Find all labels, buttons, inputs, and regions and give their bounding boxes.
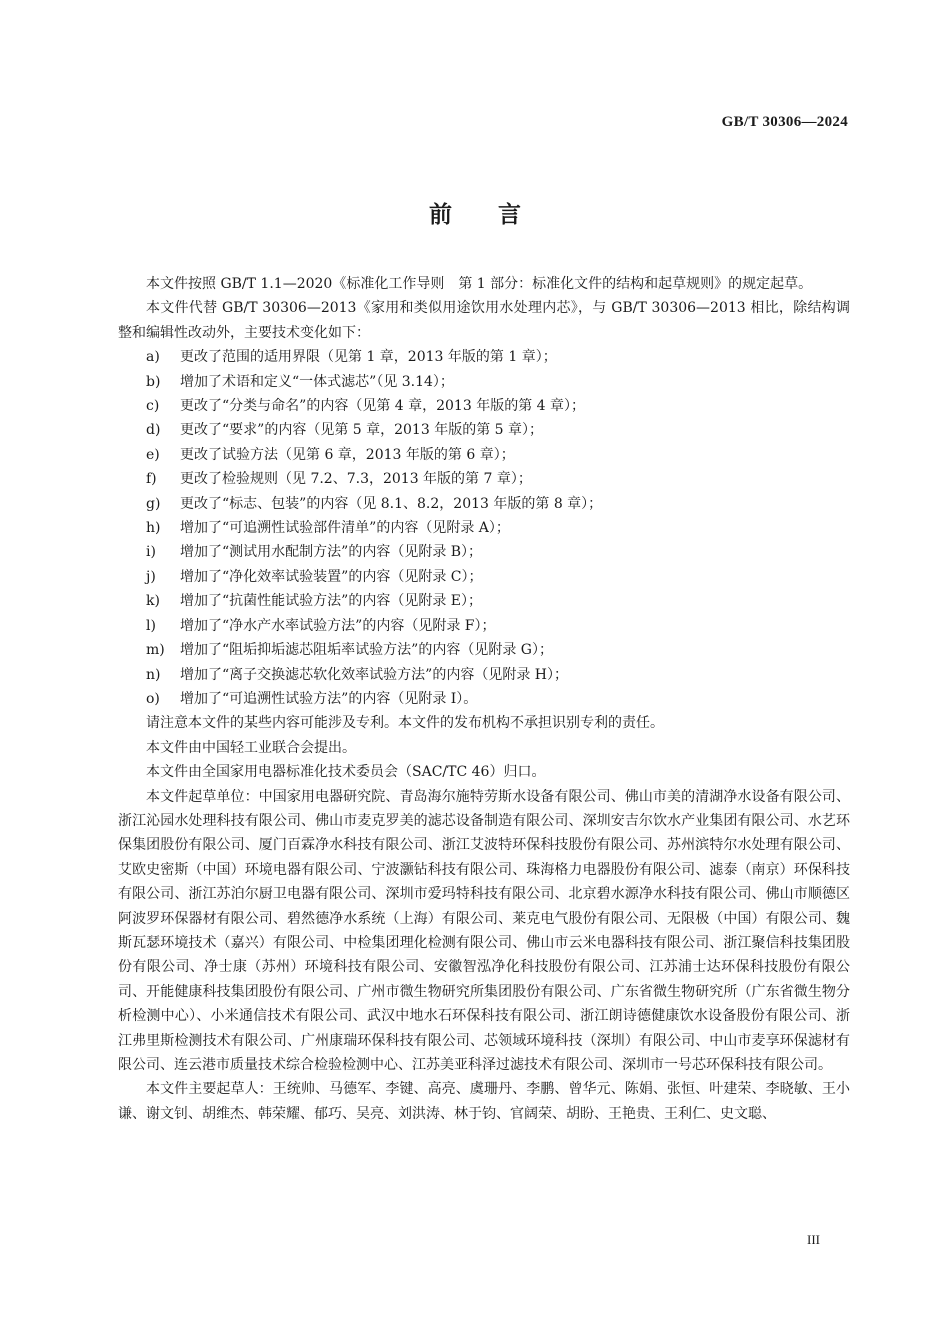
list-item (118, 565, 850, 589)
list-item (118, 614, 850, 638)
page-title: 前言 (429, 201, 567, 228)
patent-notice: 请注意本文件的某些内容可能涉及专利。本文件的发布机构不承担识别专利的责任。 (146, 715, 664, 732)
list-item (118, 443, 850, 467)
proposer-statement: 本文件由中国轻工业联合会提出。 (146, 739, 356, 756)
list-marker: e) (146, 446, 160, 463)
list-marker: c) (146, 398, 160, 415)
list-text: 更改了检验规则（见 7.2、7.3，2013 年版的第 7 章）； (180, 471, 532, 488)
list-text: 更改了范围的适用界限（见第 1 章，2013 年版的第 1 章）； (180, 349, 557, 366)
list-marker: b) (146, 373, 161, 390)
changes-list (118, 345, 850, 711)
foreword-body (118, 272, 850, 1126)
list-marker: h) (146, 520, 161, 537)
list-text: 增加了“净水产水率试验方法”的内容（见附录 F）； (180, 617, 496, 634)
list-item (118, 418, 850, 442)
list-item (118, 345, 850, 369)
list-marker: o) (146, 690, 160, 707)
committee-statement: 本文件由全国家用电器标准化技术委员会（SAC/TC 46）归口。 (146, 764, 546, 781)
list-text: 更改了“标志、包装”的内容（见 8.1、8.2，2013 年版的第 8 章）； (180, 495, 603, 512)
list-text: 更改了“要求”的内容（见第 5 章，2013 年版的第 5 章）； (180, 422, 544, 439)
list-item (118, 638, 850, 662)
list-text: 增加了“抗菌性能试验方法”的内容（见附录 E）； (180, 593, 482, 610)
page-number: III (807, 1232, 820, 1247)
list-text: 增加了“测试用水配制方法”的内容（见附录 B）； (180, 544, 483, 561)
list-item (118, 394, 850, 418)
drafters: 本文件主要起草人：王统帅、马德军、李键、高亮、虞珊丹、李鹏、曾华元、陈娟、张恒、叶建荣、李晓敏、王小谦、谢文钊、胡维杰、韩荣耀、郁巧、吴亮、刘洪涛、林于钧、官阔荣、胡盼、王艳贵、王利仁、史文聪、 (118, 1081, 850, 1122)
list-item (118, 370, 850, 394)
list-text: 增加了术语和定义“一体式滤芯”（见 3.14）； (180, 373, 454, 390)
list-marker: f) (146, 471, 157, 488)
list-item (118, 540, 850, 564)
list-text: 增加了“离子交换滤芯软化效率试验方法”的内容（见附录 H）； (180, 666, 568, 683)
list-marker: l) (146, 617, 156, 634)
list-item (118, 663, 850, 687)
list-marker: m) (146, 642, 165, 659)
list-marker: n) (146, 666, 161, 683)
list-marker: d) (146, 422, 161, 439)
drafting-organizations: 本文件起草单位：中国家用电器研究院、青岛海尔施特劳斯水设备有限公司、佛山市美的清湖净水设备有限公司、浙江沁园水处理科技有限公司、佛山市麦克罗美的滤芯设备制造有限公司、深圳安吉尔饮水产业集团有限公司、水艺环保集团股份有限公司、厦门百霖净水科技有限公司、浙江艾波特环保科技股份有限公司、苏州滨特尔水处理有限公司、艾欧史密斯（中国）环境电器有限公司、宁波灏钻科技有限公司、珠海格力电器股份有限公司、滤泰（南京）环保科技有限公司、浙江苏泊尔厨卫电器有限公司、深圳市爱玛特科技有限公司、北京碧水源净水科技有限公司、佛山市顺德区阿波罗环保器材有限公司、碧然德净水系统（上海）有限公司、莱克电气股份有限公司、无限极（中国）有限公司、魏斯瓦瑟环境技术（嘉兴）有限公司、中检集团理化检测有限公司、佛山市云米电器科技有限公司、浙江聚信科技集团股份有限公司、净士康（苏州）环境科技有限公司、安徽智泓净化科技股份有限公司、江苏浦士达环保科技股份有限公司、开能健康科技集团股份有限公司、广州市微生物研究所集团股份有限公司、广东省微生物研究所（广东省微生物分析检测中心）、小米通信技术有限公司、武汉中地水石环保科技有限公司、浙江朗诗德健康饮水设备股份有限公司、浙江弗里斯检测技术有限公司、广州康瑞环保科技有限公司、芯领域环境科技（深圳）有限公司、中山市麦享环保滤材有限公司、连云港市质量技术综合检验检测中心、江苏美亚科泽过滤技术有限公司、深圳市一号芯环保科技有限公司。 (118, 788, 850, 1073)
list-marker: k) (146, 593, 160, 610)
list-text: 增加了“可追溯性试验方法”的内容（见附录 I）。 (180, 690, 478, 707)
intro-paragraph: 本文件代替 GB/T 30306—2013《家用和类似用途饮用水处理内芯》，与 GB/T 30306—2013 相比，除结构调整和编辑性改动外，主要技术变化如下： (118, 300, 850, 341)
list-item (118, 687, 850, 711)
list-text: 增加了“阻垢抑垢滤芯阻垢率试验方法”的内容（见附录 G）； (180, 642, 553, 659)
list-marker: i) (146, 544, 156, 561)
list-item (118, 492, 850, 516)
list-item (118, 589, 850, 613)
list-text: 增加了“净化效率试验装置”的内容（见附录 C）； (180, 568, 483, 585)
list-text: 增加了“可追溯性试验部件清单”的内容（见附录 A）； (180, 520, 510, 537)
list-item (118, 467, 850, 491)
list-marker: j) (146, 568, 156, 585)
list-marker: a) (146, 349, 160, 366)
list-text: 更改了“分类与命名”的内容（见第 4 章，2013 年版的第 4 章）； (180, 398, 586, 415)
standard-number: GB/T 30306—2024 (721, 114, 848, 130)
list-marker: g) (146, 495, 161, 512)
intro-paragraph: 本文件按照 GB/T 1.1—2020《标准化工作导则 第 1 部分：标准化文件的结构和起草规则》的规定起草。 (146, 276, 813, 292)
list-text: 更改了试验方法（见第 6 章，2013 年版的第 6 章）； (180, 446, 515, 463)
list-item (118, 516, 850, 540)
